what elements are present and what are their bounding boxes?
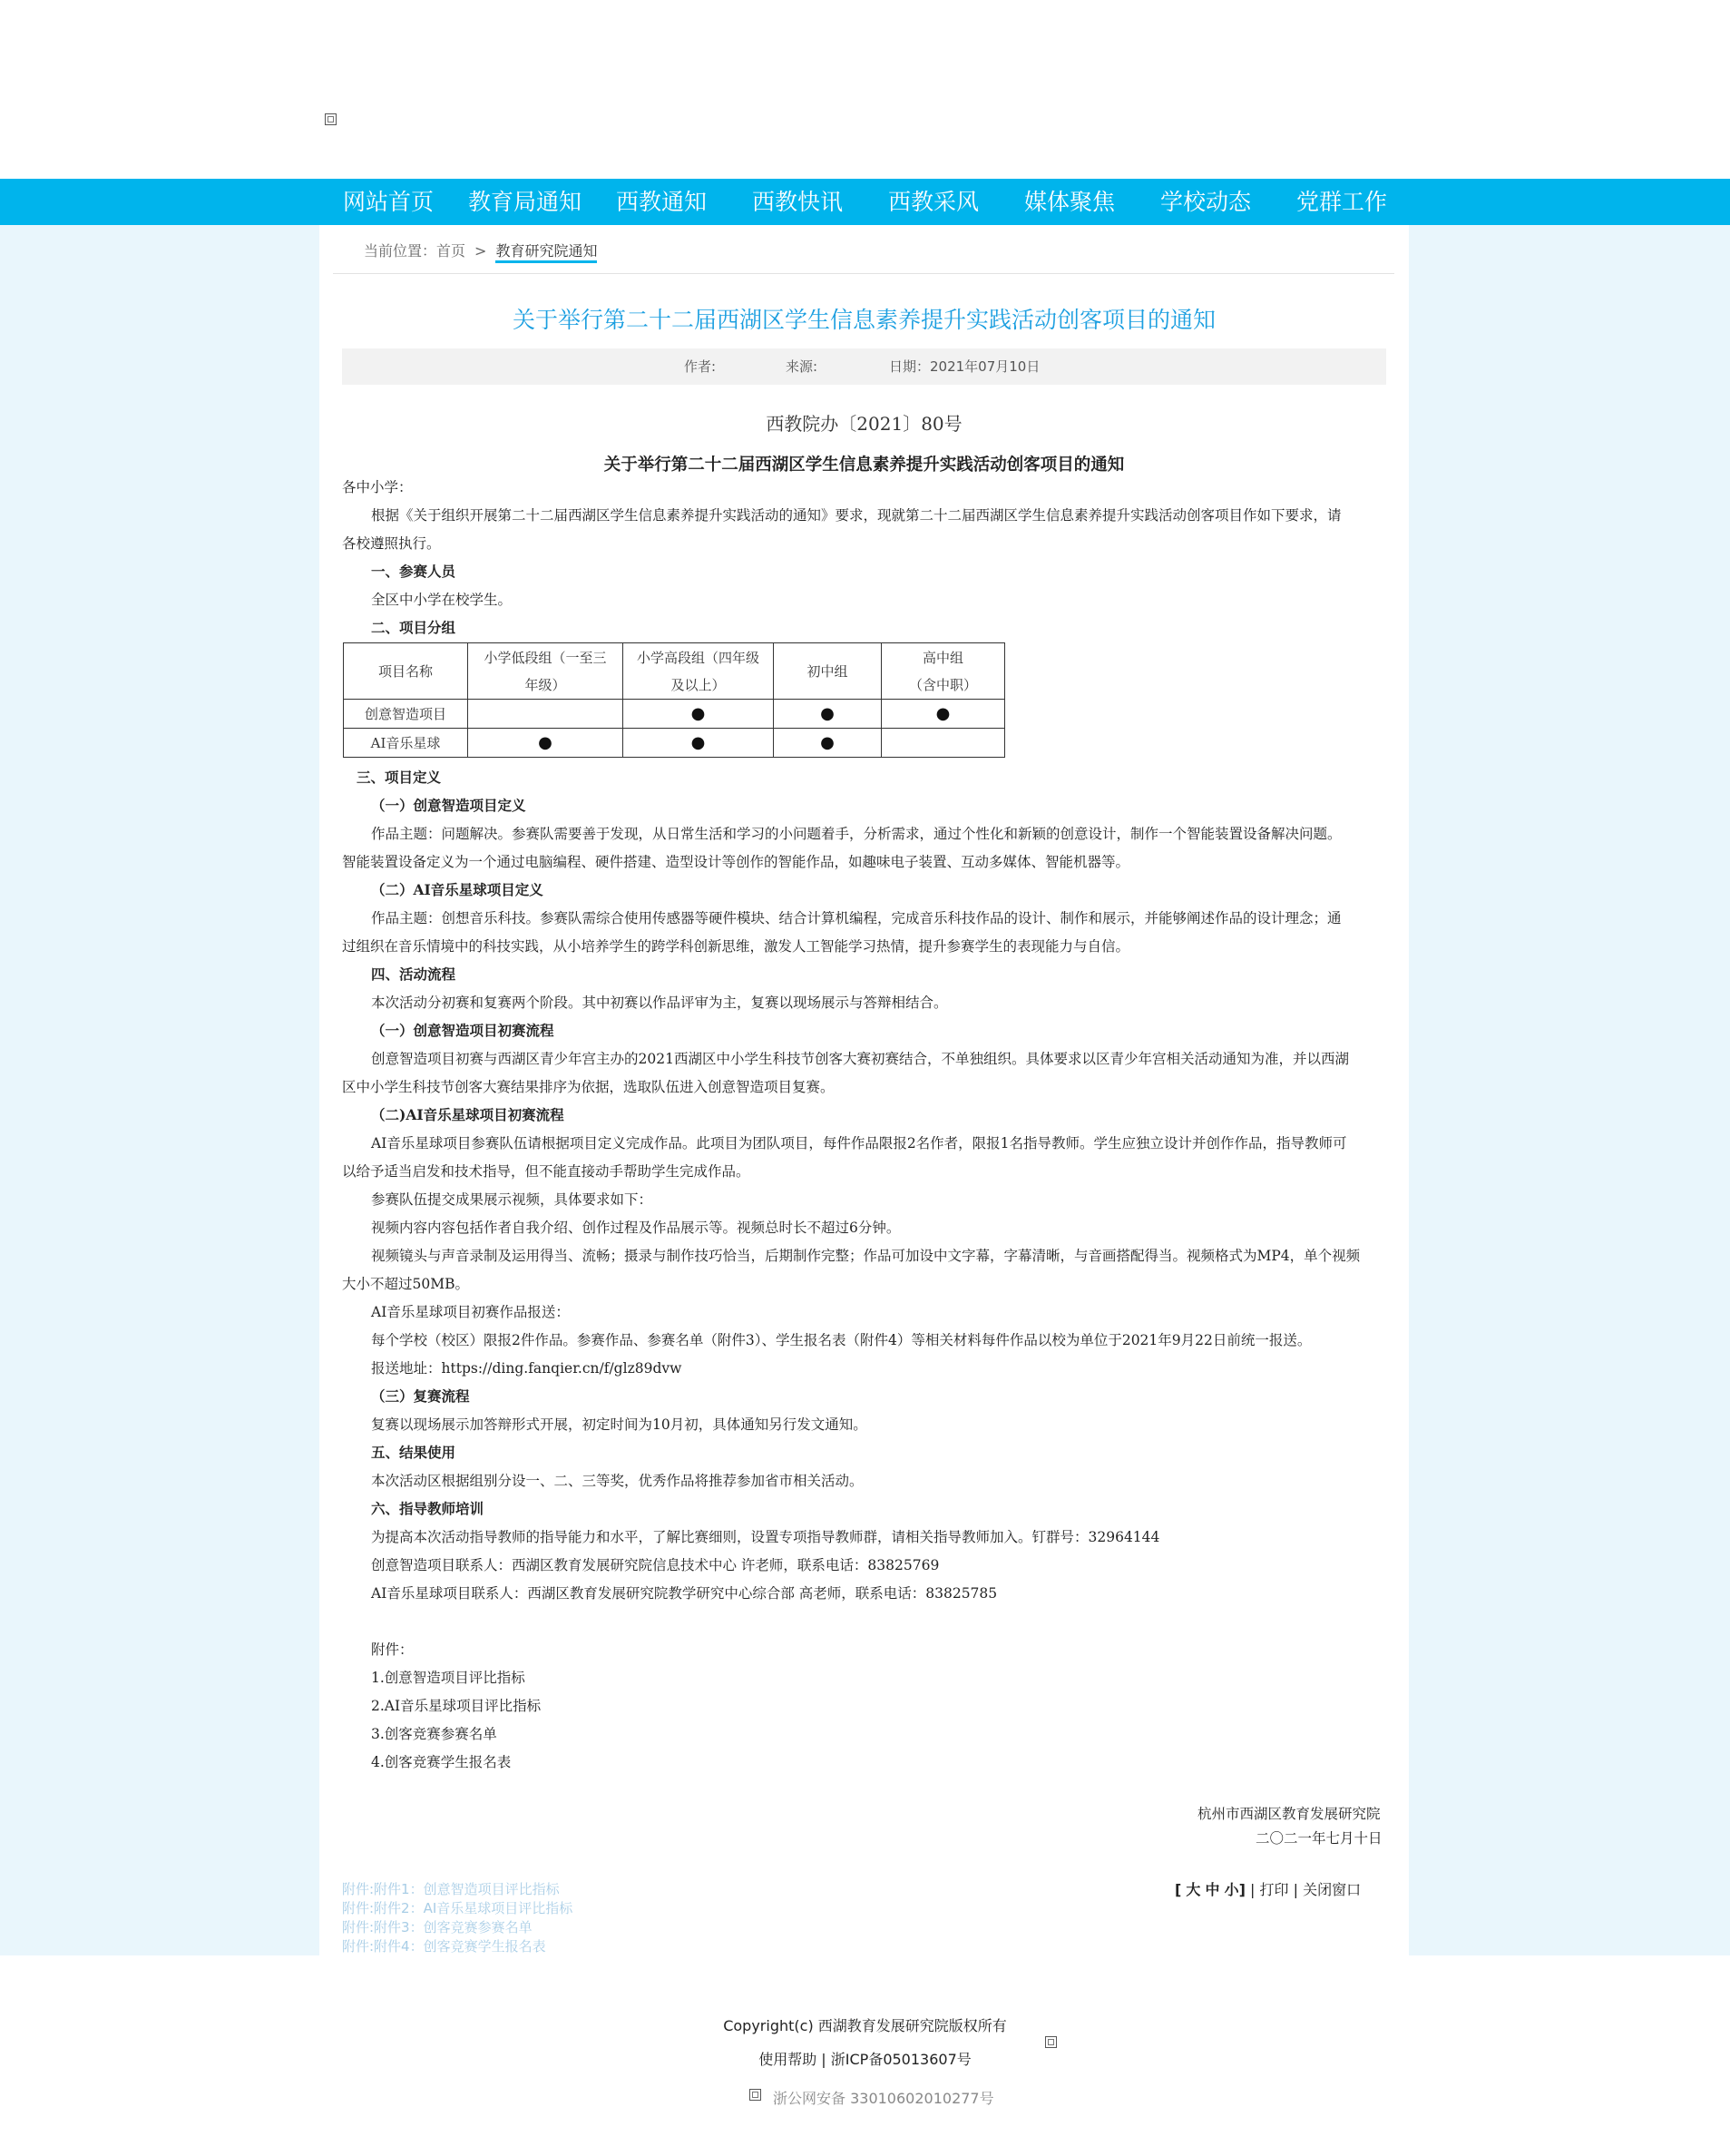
submission-url: 报送地址：https://ding.fanqier.cn/f/glz89dvw <box>371 1360 682 1377</box>
subsection-heading: （一）创意智造项目初赛流程 <box>371 1022 554 1039</box>
breadcrumb <box>364 240 597 260</box>
section-heading: 三、项目定义 <box>357 769 442 786</box>
body-paragraph: 作品主题：问题解决。参赛队需要善于发现，从日常生活和学习的小问题着手，分析需求，通过个性化和新颖的创意设计，制作一个智能装置设备解决问题。 <box>371 826 1342 842</box>
document-title: 关于举行第二十二届西湖区学生信息素养提升实践活动创客项目的通知 <box>603 456 1125 475</box>
table-header-row <box>344 643 1005 700</box>
footer-beian-link[interactable]: 浙公网安备 33010602010277号 <box>773 2090 994 2107</box>
meta-author: 作者: <box>684 358 717 375</box>
table-cell: ● <box>882 700 1005 729</box>
body-paragraph: 各校遵照执行。 <box>342 535 441 552</box>
body-paragraph: 视频内容内容包括作者自我介绍、创作过程及作品展示等。视频总时长不超过6分钟。 <box>371 1220 901 1236</box>
breadcrumb-separator: > <box>474 242 487 260</box>
tools-separator: | <box>1250 1881 1256 1898</box>
table-cell: AI音乐星球 <box>344 729 468 758</box>
tools-separator: | <box>1293 1881 1299 1898</box>
tools-bracket-open: [ <box>1175 1881 1182 1898</box>
body-paragraph: 大小不超过50MB。 <box>342 1276 469 1292</box>
table-cell: ● <box>468 729 623 758</box>
body-paragraph: 作品主题：创想音乐科技。参赛队需综合使用传感器等硬件模块、结合计算机编程，完成音乐科技作品的设计、制作和展示，并能够阐述作品的设计理念；通 <box>371 910 1342 926</box>
meta-source: 来源: <box>786 358 818 375</box>
section-heading: 四、活动流程 <box>371 965 456 983</box>
table-header-cell: 项目名称 <box>344 643 468 700</box>
nav-item-xijiao-notice[interactable]: 西教通知 <box>616 189 708 215</box>
main-navigation <box>0 179 1730 225</box>
attachment-link-1[interactable]: 附件:附件1：创意智造项目评比指标 <box>342 1881 560 1897</box>
article-meta-bar <box>342 348 1386 385</box>
table-header-cell: 初中组 <box>774 643 882 700</box>
table-cell: 创意智造项目 <box>344 700 468 729</box>
table-cell: ● <box>623 700 774 729</box>
nav-item-bureau-notice[interactable]: 教育局通知 <box>468 189 582 215</box>
police-badge-icon <box>749 2089 761 2101</box>
article-tools <box>1175 1878 1361 1899</box>
attachment-item: 2.AI音乐星球项目评比指标 <box>371 1698 542 1714</box>
body-paragraph: 本次活动区根据组别分设一、二、三等奖，优秀作品将推荐参加省市相关活动。 <box>371 1473 864 1489</box>
signature-organization: 杭州市西湖区教育发展研究院 <box>1197 1806 1381 1822</box>
body-paragraph: 本次活动分初赛和复赛两个阶段。其中初赛以作品评审为主，复赛以现场展示与答辩相结合。 <box>371 995 948 1011</box>
table-cell: ● <box>774 700 882 729</box>
subsection-heading: （三）复赛流程 <box>371 1387 470 1405</box>
nav-item-home[interactable]: 网站首页 <box>343 189 435 215</box>
table-cell <box>882 729 1005 758</box>
section-heading: 二、项目分组 <box>371 619 456 636</box>
body-paragraph: 视频镜头与声音录制及运用得当、流畅；摄录与制作技巧恰当，后期制作完整；作品可加设中文字幕，字幕清晰，与音画搭配得当。视频格式为MP4，单个视频 <box>371 1248 1361 1264</box>
attachment-item: 3.创客竞赛参赛名单 <box>371 1726 497 1742</box>
attachment-heading: 附件： <box>371 1642 414 1658</box>
breadcrumb-current-link[interactable]: 教育研究院通知 <box>495 242 597 263</box>
subsection-heading: （二）AI音乐星球项目定义 <box>371 881 543 898</box>
body-paragraph: 每个学校（校区）限报2件作品。参赛作品、参赛名单（附件3）、学生报名表（附件4）等相关材料每件作品以校为单位于2021年9月22日前统一报送。 <box>371 1332 1312 1348</box>
contact-line: 创意智造项目联系人：西湖区教育发展研究院信息技术中心 许老师，联系电话：83825769 <box>371 1557 940 1573</box>
nav-item-school-news[interactable]: 学校动态 <box>1160 189 1252 215</box>
nav-item-media-focus[interactable]: 媒体聚焦 <box>1024 189 1116 215</box>
body-paragraph: 全区中小学在校学生。 <box>371 592 513 608</box>
meta-date: 日期：2021年07月10日 <box>889 358 1041 375</box>
attachment-item: 1.创意智造项目评比指标 <box>371 1670 525 1686</box>
attachment-link-2[interactable]: 附件:附件2：AI音乐星球项目评比指标 <box>342 1900 573 1916</box>
table-row <box>344 729 1005 758</box>
contact-line: AI音乐星球项目联系人：西湖区教育发展研究院教学研究中心综合部 高老师，联系电话：83825785 <box>371 1585 998 1602</box>
subsection-heading: （二)AI音乐星球项目初赛流程 <box>371 1106 564 1123</box>
logo-broken-image-icon <box>325 113 337 125</box>
body-paragraph: 过组织在音乐情境中的科技实践，从小培养学生的跨学科创新思维，激发人工智能学习热情，提升参赛学生的表现能力与自信。 <box>342 938 1130 955</box>
body-paragraph: 根据《关于组织开展第二十二届西湖区学生信息素养提升实践活动的通知》要求，现就第二十二届西湖区学生信息素养提升实践活动创客项目作如下要求，请 <box>371 507 1342 524</box>
breadcrumb-prefix: 当前位置： <box>364 242 437 260</box>
footer-help-icp[interactable]: 使用帮助 | 浙ICP备05013607号 <box>758 2051 972 2068</box>
table-header-cell: 高中组 （含中职） <box>882 643 1005 700</box>
table-cell <box>468 700 623 729</box>
project-group-table <box>343 642 1005 758</box>
section-heading: 六、指导教师培训 <box>371 1500 484 1517</box>
font-size-large-button[interactable]: 大 <box>1186 1881 1201 1898</box>
section-heading: 一、参赛人员 <box>371 563 456 580</box>
salutation: 各中小学： <box>342 479 413 495</box>
footer-broken-image-icon <box>1045 2036 1057 2048</box>
attachment-item: 4.创客竞赛学生报名表 <box>371 1754 512 1770</box>
close-window-button[interactable]: 关闭窗口 <box>1303 1881 1362 1898</box>
body-paragraph: 为提高本次活动指导教师的指导能力和水平，了解比赛细则，设置专项指导教师群，请相关指导教师加入。钉群号：32964144 <box>371 1529 1160 1545</box>
print-button[interactable]: 打印 <box>1259 1881 1289 1898</box>
section-heading: 五、结果使用 <box>371 1444 456 1461</box>
breadcrumb-divider <box>333 273 1394 274</box>
nav-item-xijiao-features[interactable]: 西教采风 <box>888 189 980 215</box>
tools-bracket-close: ] <box>1238 1881 1246 1898</box>
body-paragraph: 智能装置设备定义为一个通过电脑编程、硬件搭建、造型设计等创作的智能作品，如趣味电子装置、互动多媒体、智能机器等。 <box>342 854 1130 870</box>
body-paragraph: AI音乐星球项目参赛队伍请根据项目定义完成作品。此项目为团队项目，每件作品限报2名作者，限报1名指导教师。学生应独立设计并创作作品，指导教师可 <box>371 1135 1347 1152</box>
attachment-link-3[interactable]: 附件:附件3：创客竞赛参赛名单 <box>342 1919 533 1936</box>
document-number: 西教院办〔2021〕80号 <box>766 413 963 435</box>
footer-copyright: Copyright(c) 西湖教育发展研究院版权所有 <box>723 2017 1007 2034</box>
nav-item-party-work[interactable]: 党群工作 <box>1296 189 1388 215</box>
body-paragraph: 以给予适当启发和技术指导，但不能直接动手帮助学生完成作品。 <box>342 1163 750 1180</box>
breadcrumb-home-link[interactable]: 首页 <box>436 242 466 260</box>
table-cell: ● <box>623 729 774 758</box>
body-paragraph: 复赛以现场展示加答辩形式开展，初定时间为10月初，具体通知另行发文通知。 <box>371 1416 867 1433</box>
subsection-heading: （一）创意智造项目定义 <box>371 797 526 814</box>
font-size-small-button[interactable]: 小 <box>1224 1881 1239 1898</box>
article-title: 关于举行第二十二届西湖区学生信息素养提升实践活动创客项目的通知 <box>512 307 1216 333</box>
body-paragraph: AI音乐星球项目初赛作品报送： <box>371 1304 570 1320</box>
font-size-medium-button[interactable]: 中 <box>1205 1881 1220 1898</box>
body-paragraph: 参赛队伍提交成果展示视频，具体要求如下： <box>371 1191 653 1208</box>
table-row <box>344 700 1005 729</box>
table-header-cell: 小学低段组（一至三 年级） <box>468 643 623 700</box>
attachment-link-4[interactable]: 附件:附件4：创客竞赛学生报名表 <box>342 1938 546 1955</box>
table-cell: ● <box>774 729 882 758</box>
body-paragraph: 创意智造项目初赛与西湖区青少年宫主办的2021西湖区中小学生科技节创客大赛初赛结合，不单独组织。具体要求以区青少年宫相关活动通知为准，并以西湖 <box>371 1051 1349 1067</box>
body-paragraph: 区中小学生科技节创客大赛结果排序为依据，选取队伍进入创意智造项目复赛。 <box>342 1079 835 1095</box>
table-header-cell: 小学高段组（四年级 及以上） <box>623 643 774 700</box>
signature-date: 二〇二一年七月十日 <box>1256 1830 1383 1847</box>
nav-item-xijiao-news[interactable]: 西教快讯 <box>752 189 844 215</box>
